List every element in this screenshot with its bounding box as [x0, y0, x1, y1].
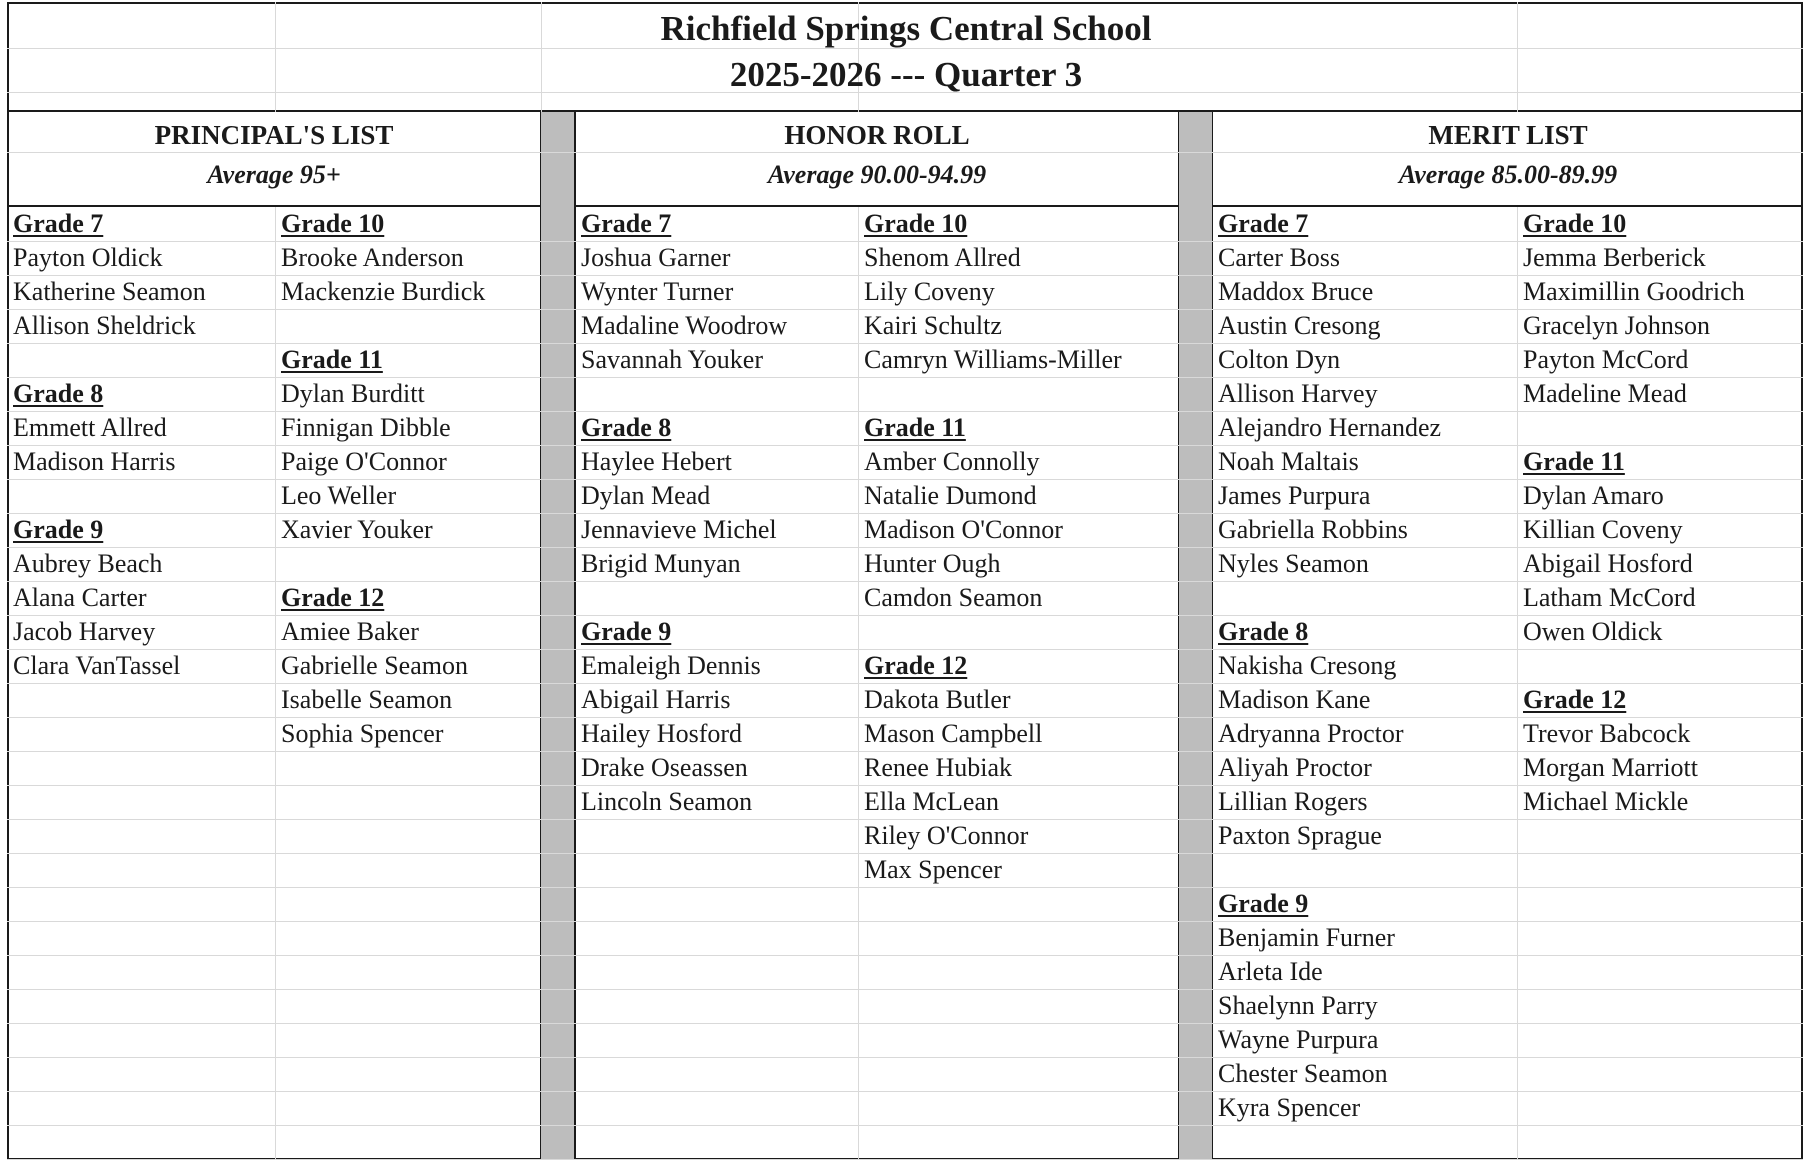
grade-heading: Grade 11: [1523, 447, 1625, 476]
student-name: Jacob Harvey: [13, 617, 156, 646]
student-name: Payton Oldick: [13, 243, 163, 272]
student-name: Mason Campbell: [864, 719, 1043, 748]
student-name: Alana Carter: [13, 583, 147, 612]
student-name: Nakisha Cresong: [1218, 651, 1397, 680]
student-name: Michael Mickle: [1523, 787, 1689, 816]
grade-heading: Grade 10: [281, 209, 385, 238]
student-name: Amiee Baker: [281, 617, 419, 646]
student-name: Max Spencer: [864, 855, 1002, 884]
student-name: Brigid Munyan: [581, 549, 741, 578]
student-name: Owen Oldick: [1523, 617, 1663, 646]
student-name: Dylan Mead: [581, 481, 711, 510]
student-name: Wynter Turner: [581, 277, 734, 306]
student-name: Camryn Williams-Miller: [864, 345, 1122, 374]
student-name: Ella McLean: [864, 787, 999, 816]
honor-roll-average: Average 90.00-94.99: [767, 160, 987, 189]
student-name: Jemma Berberick: [1523, 243, 1706, 272]
student-name: Katherine Seamon: [13, 277, 206, 306]
student-name: Amber Connolly: [864, 447, 1040, 476]
student-name: Adryanna Proctor: [1218, 719, 1404, 748]
student-name: Haylee Hebert: [581, 447, 732, 476]
grade-heading: Grade 9: [13, 515, 104, 544]
student-name: Alejandro Hernandez: [1218, 413, 1442, 442]
student-name: Chester Seamon: [1218, 1059, 1388, 1088]
student-name: Shaelynn Parry: [1218, 991, 1378, 1020]
student-name: Gracelyn Johnson: [1523, 311, 1711, 340]
student-name: Joshua Garner: [581, 243, 731, 272]
student-name: Dylan Burditt: [281, 379, 425, 408]
grid-line: [7, 955, 1803, 956]
grade-heading: Grade 10: [1523, 209, 1627, 238]
student-name: Madeline Mead: [1523, 379, 1687, 408]
student-name: Xavier Youker: [281, 515, 433, 544]
student-name: Lily Coveny: [864, 277, 995, 306]
student-name: Carter Boss: [1218, 243, 1341, 272]
student-name: Allison Harvey: [1218, 379, 1378, 408]
principals-list-average: Average 95+: [207, 160, 341, 189]
student-name: Gabrielle Seamon: [281, 651, 468, 680]
student-name: Hunter Ough: [864, 549, 1001, 578]
grade-heading: Grade 7: [581, 209, 672, 238]
student-name: Abigail Harris: [581, 685, 731, 714]
student-name: Aubrey Beach: [13, 549, 163, 578]
student-name: Emaleigh Dennis: [581, 651, 761, 680]
student-name: Nyles Seamon: [1218, 549, 1369, 578]
student-name: Mackenzie Burdick: [281, 277, 486, 306]
student-name: Lillian Rogers: [1218, 787, 1368, 816]
grade-heading: Grade 8: [1218, 617, 1309, 646]
student-name: James Purpura: [1218, 481, 1371, 510]
border: [574, 110, 576, 1160]
grid-line: [7, 1023, 1803, 1024]
student-name: Savannah Youker: [581, 345, 763, 374]
student-name: Riley O'Connor: [864, 821, 1029, 850]
grade-heading: Grade 7: [1218, 209, 1309, 238]
student-name: Killian Coveny: [1523, 515, 1683, 544]
principals-list-heading: PRINCIPAL'S LIST: [154, 120, 394, 150]
grid-line: [7, 921, 1803, 922]
student-name: Abigail Hosford: [1523, 549, 1693, 578]
grid-line: [7, 1125, 1803, 1126]
border: [7, 2, 1803, 4]
grade-heading: Grade 12: [1523, 685, 1627, 714]
student-name: Madaline Woodrow: [581, 311, 788, 340]
student-name: Gabriella Robbins: [1218, 515, 1408, 544]
student-name: Clara VanTassel: [13, 651, 181, 680]
student-name: Maximillin Goodrich: [1523, 277, 1745, 306]
grade-heading: Grade 12: [864, 651, 968, 680]
student-name: Dakota Butler: [864, 685, 1011, 714]
student-name: Latham McCord: [1523, 583, 1696, 612]
student-name: Renee Hubiak: [864, 753, 1013, 782]
student-name: Allison Sheldrick: [13, 311, 196, 340]
grade-heading: Grade 9: [1218, 889, 1309, 918]
grade-heading: Grade 9: [581, 617, 672, 646]
grade-heading: Grade 8: [13, 379, 104, 408]
student-name: Jennavieve Michel: [581, 515, 777, 544]
grade-heading: Grade 10: [864, 209, 968, 238]
student-name: Wayne Purpura: [1218, 1025, 1379, 1054]
student-name: Benjamin Furner: [1218, 923, 1395, 952]
grade-heading: Grade 7: [13, 209, 104, 238]
section-separator: [541, 112, 574, 1160]
student-name: Morgan Marriott: [1523, 753, 1698, 782]
honor-roll-heading: HONOR ROLL: [784, 120, 970, 150]
student-name: Arleta Ide: [1218, 957, 1323, 986]
student-name: Isabelle Seamon: [281, 685, 453, 714]
border: [7, 110, 1803, 112]
section-separator: [1179, 112, 1212, 1160]
grade-heading: Grade 8: [581, 413, 672, 442]
grade-heading: Grade 11: [864, 413, 966, 442]
student-name: Maddox Bruce: [1218, 277, 1374, 306]
grade-heading: Grade 12: [281, 583, 385, 612]
student-name: Noah Maltais: [1218, 447, 1359, 476]
page-title: Richfield Springs Central School: [660, 9, 1152, 48]
student-name: Payton McCord: [1523, 345, 1689, 374]
merit-list-average: Average 85.00-89.99: [1398, 160, 1618, 189]
grid-line: [7, 1057, 1803, 1058]
student-name: Madison Harris: [13, 447, 176, 476]
grade-heading: Grade 11: [281, 345, 383, 374]
student-name: Madison Kane: [1218, 685, 1371, 714]
merit-list-heading: MERIT LIST: [1428, 120, 1588, 150]
student-name: Drake Oseassen: [581, 753, 748, 782]
grid-line: [7, 1159, 1803, 1160]
student-name: Paige O'Connor: [281, 447, 447, 476]
student-name: Sophia Spencer: [281, 719, 444, 748]
student-name: Hailey Hosford: [581, 719, 743, 748]
grid-line: [7, 152, 1803, 153]
student-name: Paxton Sprague: [1218, 821, 1382, 850]
student-name: Austin Cresong: [1218, 311, 1381, 340]
student-name: Camdon Seamon: [864, 583, 1043, 612]
grid-line: [7, 989, 1803, 990]
page-subtitle: 2025-2026 --- Quarter 3: [729, 55, 1083, 94]
student-name: Colton Dyn: [1218, 345, 1341, 374]
student-name: Kyra Spencer: [1218, 1093, 1361, 1122]
student-name: Natalie Dumond: [864, 481, 1037, 510]
student-name: Madison O'Connor: [864, 515, 1063, 544]
student-name: Dylan Amaro: [1523, 481, 1664, 510]
student-name: Emmett Allred: [13, 413, 167, 442]
student-name: Kairi Schultz: [864, 311, 1002, 340]
student-name: Aliyah Proctor: [1218, 753, 1372, 782]
student-name: Shenom Allred: [864, 243, 1021, 272]
student-name: Brooke Anderson: [281, 243, 464, 272]
student-name: Leo Weller: [281, 481, 397, 510]
student-name: Finnigan Dibble: [281, 413, 451, 442]
student-name: Trevor Babcock: [1523, 719, 1691, 748]
student-name: Lincoln Seamon: [581, 787, 753, 816]
grid-line: [7, 1091, 1803, 1092]
grid-line: [7, 887, 1803, 888]
